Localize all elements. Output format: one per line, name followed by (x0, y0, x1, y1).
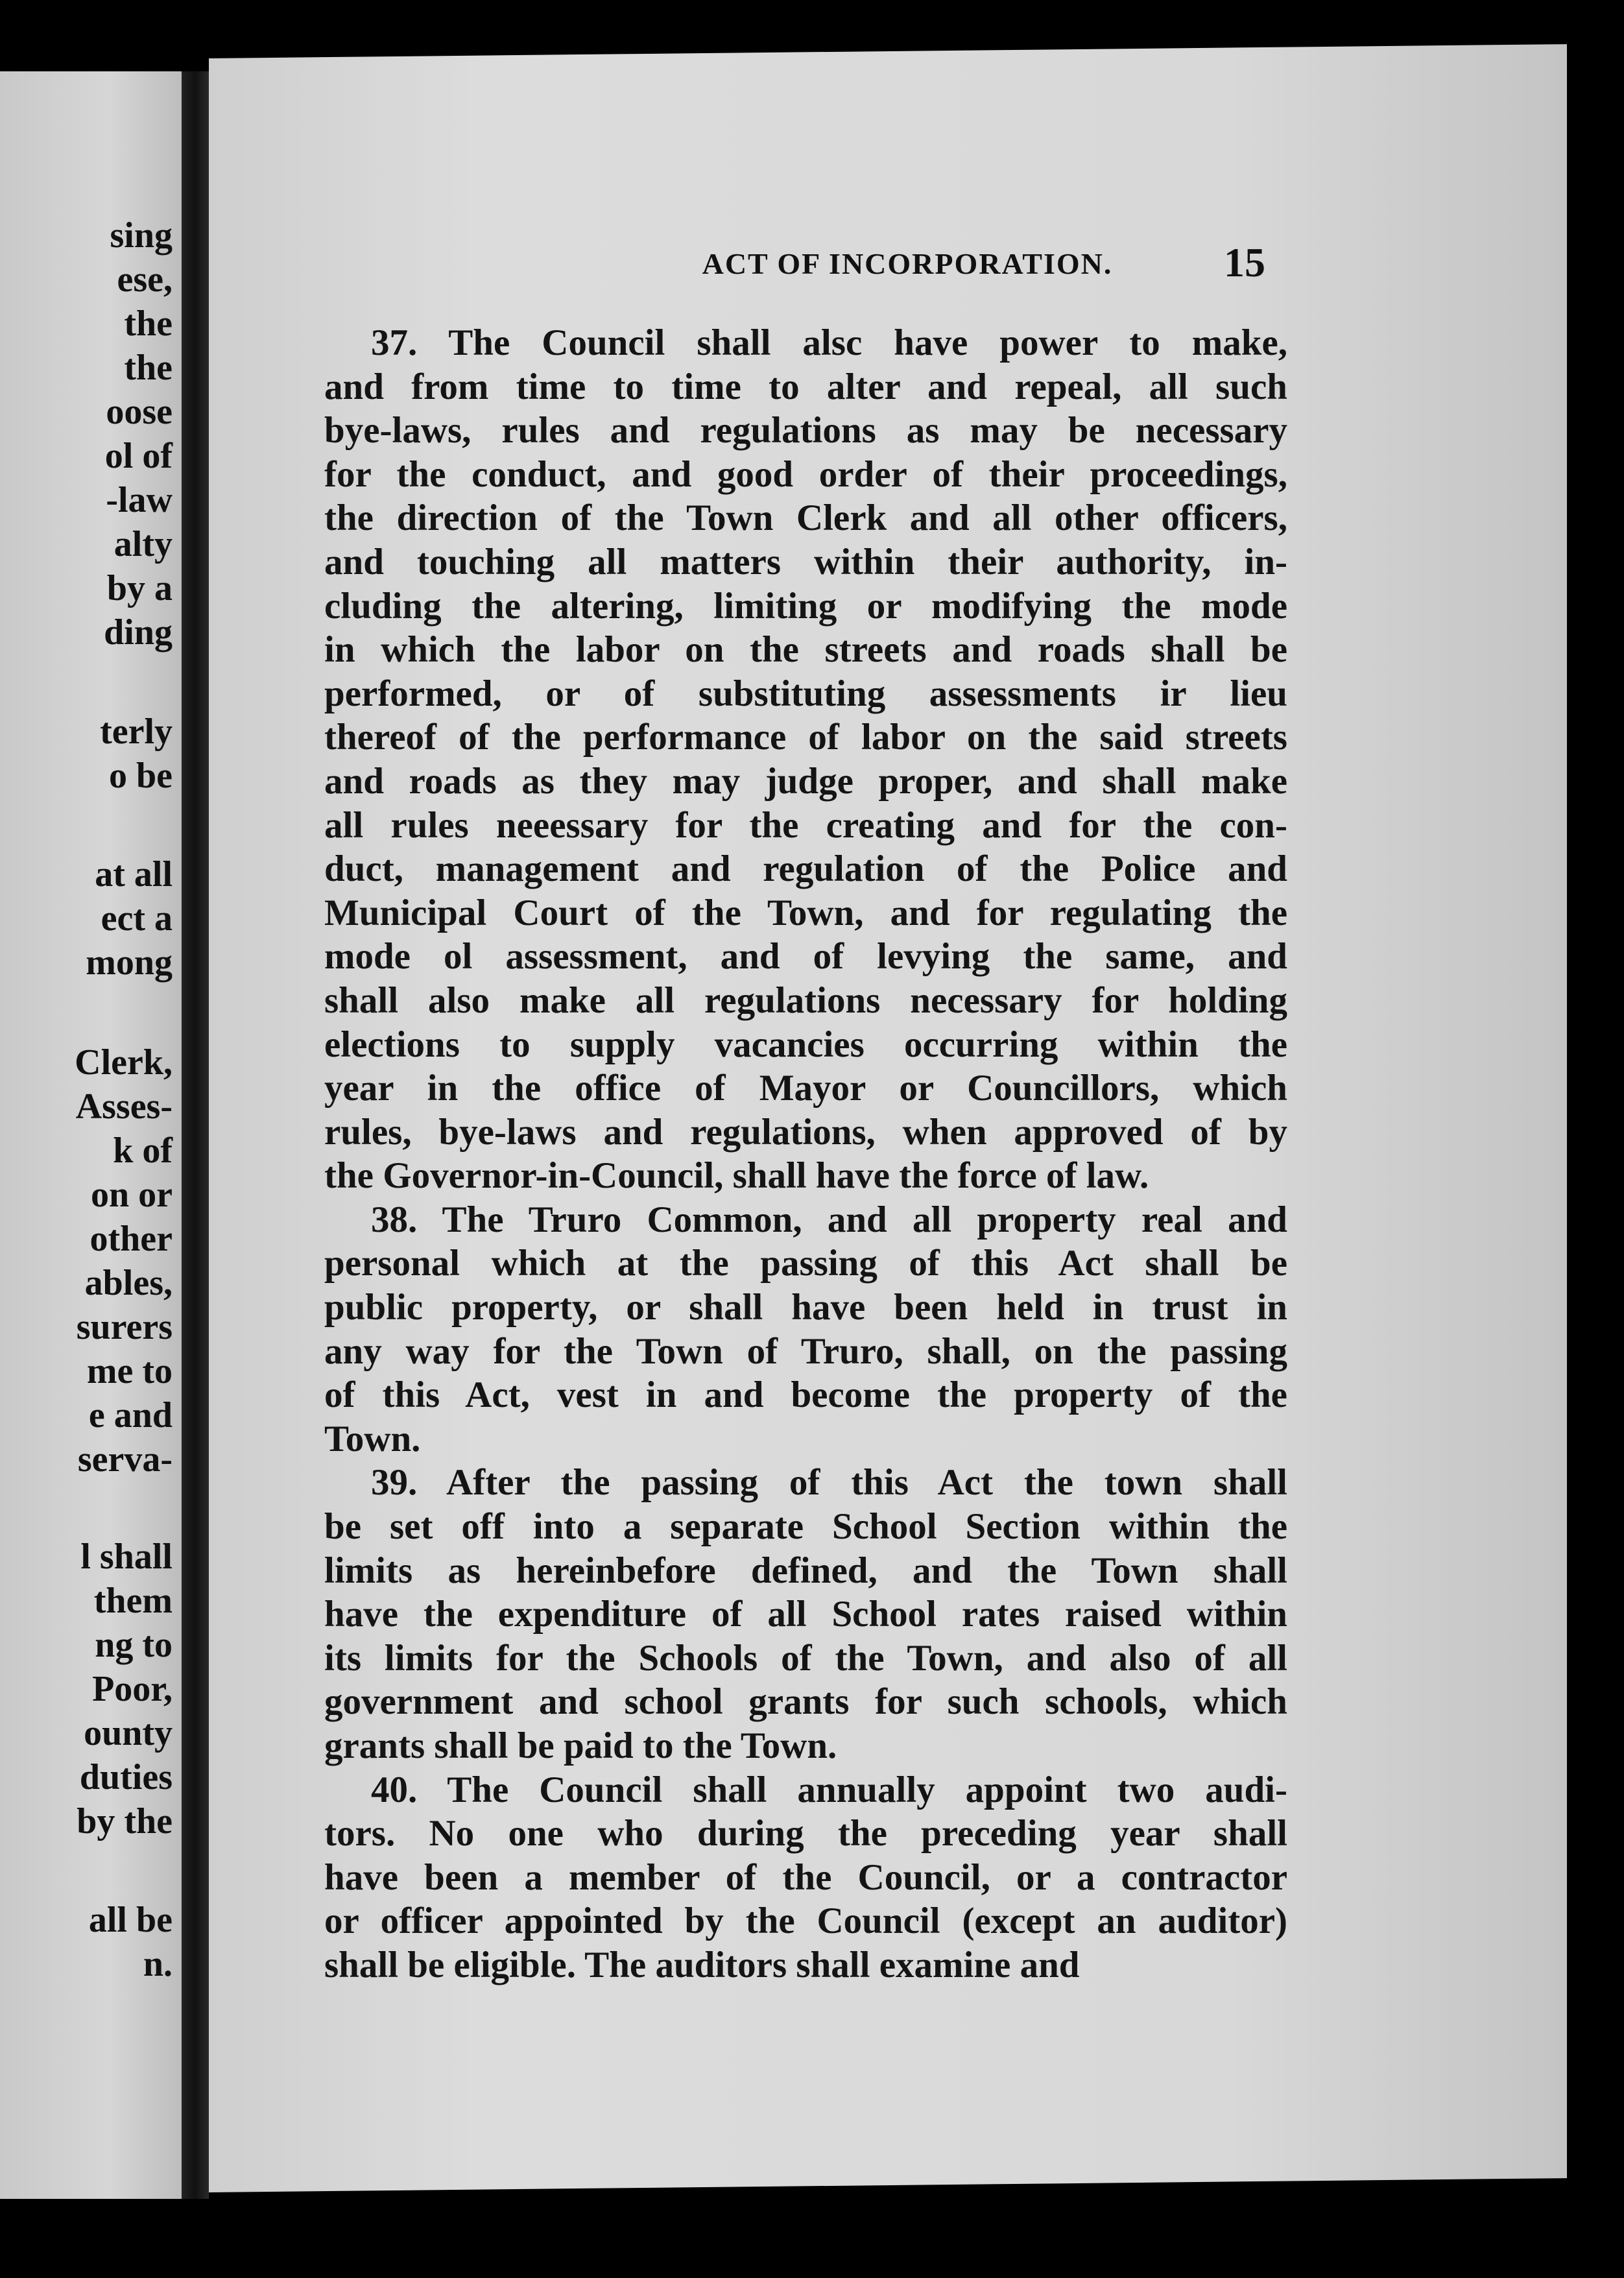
text-line: its limits for the Schools of the Town, and also of all (324, 1637, 1287, 1679)
left-page-fragment: at all (95, 854, 173, 894)
left-page-fragment: sing (110, 215, 173, 256)
text-line: elections to supply vacancies occurring within the (324, 1024, 1287, 1065)
left-page-fragment: e and (88, 1395, 173, 1435)
left-page-fragment: serva- (77, 1439, 173, 1480)
book-gutter (182, 71, 209, 2199)
left-page-fragment: ol of (104, 436, 173, 476)
text-line: and roads as they may judge proper, and shall make (324, 760, 1287, 802)
page-number: 15 (1224, 239, 1265, 285)
left-page-fragment: duties (79, 1757, 173, 1797)
left-page-fragment: alty (113, 524, 173, 564)
text-line: for the conduct, and good order of their proceedings, (324, 453, 1287, 495)
text-line: or officer appointed by the Council (except an auditor) (324, 1900, 1287, 1942)
text-line: grants shall be paid to the Town. (324, 1725, 837, 1766)
left-page-fragment: mong (86, 942, 173, 983)
text-line: Municipal Court of the Town, and for regulating the (324, 892, 1287, 933)
text-line: government and school grants for such schools, which (324, 1681, 1287, 1723)
text-line: performed, or of substituting assessments ir lieu (324, 673, 1287, 714)
text-line: rules, bye-laws and regulations, when approved of by (324, 1111, 1287, 1153)
text-line: have been a member of the Council, or a contractor (324, 1856, 1287, 1898)
left-page-fragment: -law (106, 480, 173, 520)
running-title: ACT OF INCORPORATION. (702, 247, 1113, 280)
text-line: 38. The Truro Common, and all property real and (371, 1199, 1287, 1240)
previous-page-sliver (0, 71, 182, 2199)
left-page-fragment: the (124, 304, 173, 344)
left-page-fragment: all be (88, 1900, 173, 1940)
left-page-fragment: Asses- (75, 1086, 173, 1127)
text-line: the Governor-in-Council, shall have the force of law. (324, 1155, 1149, 1197)
left-page-fragment: ng to (95, 1625, 173, 1665)
left-page-fragment: ese, (117, 259, 173, 300)
text-line: cluding the altering, limiting or modifying the mode (324, 585, 1287, 627)
left-page-fragment: by the (77, 1801, 173, 1841)
left-page-fragment: Poor, (92, 1669, 173, 1709)
left-page-fragment: Clerk, (75, 1042, 173, 1083)
left-page-fragment: me to (86, 1351, 173, 1391)
text-line: all rules neeessary for the creating and for the con- (324, 804, 1287, 846)
left-page-fragment: ounty (84, 1713, 173, 1753)
text-line: in which the labor on the streets and roads shall be (324, 629, 1287, 671)
text-line: have the expenditure of all School rates raised within (324, 1594, 1287, 1635)
text-line: 40. The Council shall annually appoint two audi- (371, 1769, 1287, 1810)
left-page-fragment: o be (109, 756, 173, 796)
text-line: Town. (324, 1418, 421, 1459)
left-page-fragment: l shall (80, 1537, 173, 1577)
text-line: 37. The Council shall alsc have power to make, (371, 322, 1287, 363)
text-line: and from time to time to alter and repeal, all such (324, 366, 1287, 407)
text-line: thereof of the performance of labor on the said streets (324, 717, 1287, 758)
text-line: personal which at the passing of this Act shall be (324, 1243, 1287, 1284)
left-page-fragment: by a (106, 568, 173, 608)
left-page-fragment: n. (143, 1944, 173, 1984)
text-line: shall be eligible. The auditors shall examine and (324, 1944, 1080, 1985)
text-line: be set off into a separate School Section within the (324, 1506, 1287, 1548)
text-line: mode ol assessment, and of levying the same, and (324, 936, 1287, 977)
left-page-fragment: other (90, 1219, 173, 1259)
text-line: year in the office of Mayor or Councillors, which (324, 1068, 1287, 1109)
left-page-fragment: surers (76, 1307, 173, 1347)
text-line: limits as hereinbefore defined, and the Town shall (324, 1550, 1287, 1591)
left-page-fragment: on or (91, 1175, 173, 1215)
left-page-fragment: k of (113, 1131, 173, 1171)
left-page-fragment: the (124, 348, 173, 388)
text-line: the direction of the Town Clerk and all other officers, (324, 498, 1287, 539)
text-line: any way for the Town of Truro, shall, on the passing (324, 1330, 1287, 1372)
left-page-fragment: oose (106, 392, 173, 432)
left-page-fragment: ding (104, 612, 173, 653)
left-page-fragment: them (93, 1581, 173, 1621)
left-page-fragment: ect a (101, 898, 173, 939)
text-line: tors. No one who during the preceding year shall (324, 1813, 1287, 1854)
text-line: public property, or shall have been held in trust in (324, 1287, 1287, 1328)
text-line: of this Act, vest in and become the property of the (324, 1374, 1287, 1416)
text-line: 39. After the passing of this Act the town shall (371, 1462, 1287, 1504)
left-page-fragment: ables, (84, 1263, 173, 1303)
body-text (324, 321, 1287, 1987)
text-line: duct, management and regulation of the Police and (324, 848, 1287, 890)
running-head (209, 239, 1624, 292)
left-page-fragment: terly (100, 712, 173, 752)
text-line: shall also make all regulations necessary for holding (324, 979, 1287, 1021)
text-line: bye-laws, rules and regulations as may be necessary (324, 410, 1287, 451)
text-line: and touching all matters within their authority, in- (324, 541, 1287, 582)
